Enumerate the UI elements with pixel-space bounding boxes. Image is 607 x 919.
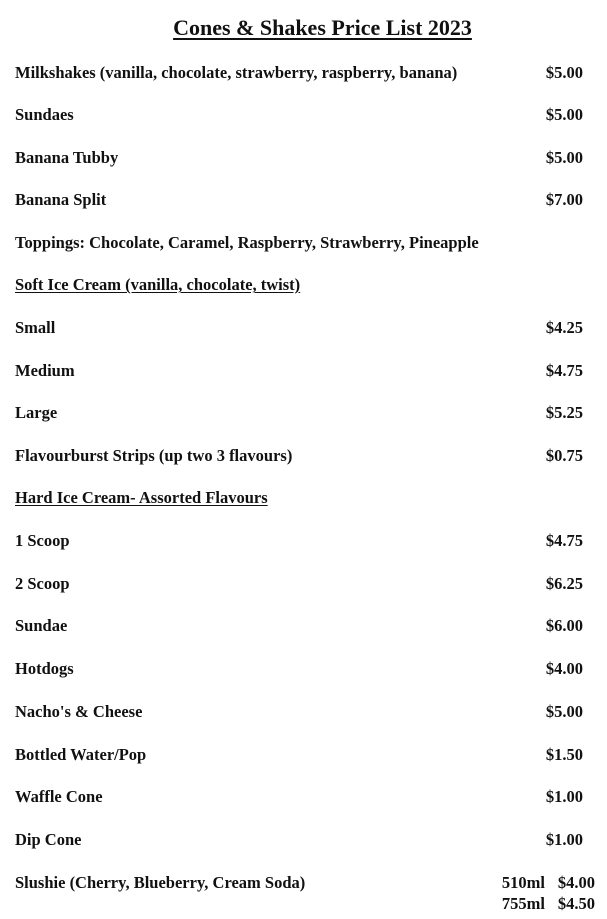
item-name: Small: [15, 318, 56, 337]
price-row-hotdogs: [15, 659, 595, 681]
item-name: 2 Scoop: [15, 574, 70, 593]
item-price: $4.75: [545, 531, 583, 550]
item-price: $1.50: [545, 745, 583, 764]
item-name: Milkshakes (vanilla, chocolate, strawberry, raspberry, banana): [15, 63, 458, 82]
item-price: $5.25: [545, 403, 583, 422]
section-heading-hard-ice-cream: [15, 488, 595, 510]
price-row-slushie: [15, 873, 595, 895]
price-row-waffle-cone: [15, 787, 595, 809]
price-row-medium: [15, 361, 595, 383]
price-row-dip-cone: [15, 830, 595, 852]
item-name: Flavourburst Strips (up two 3 flavours): [15, 446, 293, 465]
price-row-slushie-large: [15, 894, 595, 916]
price-row-large: [15, 403, 595, 425]
toppings-line: [15, 233, 595, 255]
item-name: Waffle Cone: [15, 787, 103, 806]
item-price: $5.00: [545, 148, 583, 167]
item-name: Hotdogs: [15, 659, 74, 678]
price-row-banana-split: [15, 190, 595, 212]
item-name: Banana Split: [15, 190, 107, 209]
section-heading: Hard Ice Cream- Assorted Flavours: [15, 488, 268, 507]
item-price: $0.75: [545, 446, 583, 465]
item-name: Sundaes: [15, 105, 74, 124]
price-row-sundaes: [15, 105, 595, 127]
item-name: Nacho's & Cheese: [15, 702, 143, 721]
item-price: $5.00: [545, 105, 583, 124]
item-name: Dip Cone: [15, 830, 82, 849]
item-name: Toppings: Chocolate, Caramel, Raspberry, Strawberry, Pineapple: [15, 233, 479, 252]
section-heading: Soft Ice Cream (vanilla, chocolate, twist): [15, 275, 301, 294]
price-row-small: [15, 318, 595, 340]
price-row-nachos: [15, 702, 595, 724]
item-name: 1 Scoop: [15, 531, 70, 550]
page-title: Cones & Shakes Price List 2023: [173, 15, 472, 40]
item-name: Slushie (Cherry, Blueberry, Cream Soda): [15, 873, 306, 892]
item-price: $4.00: [557, 873, 595, 892]
size-label: 510ml: [501, 873, 545, 892]
item-price: $6.00: [545, 616, 583, 635]
price-row-banana-tubby: [15, 148, 595, 170]
section-heading-soft-ice-cream: [15, 275, 595, 297]
item-price: $5.00: [545, 63, 583, 82]
item-price: $4.75: [545, 361, 583, 380]
price-row-1-scoop: [15, 531, 595, 553]
item-name: Banana Tubby: [15, 148, 119, 167]
item-name: Large: [15, 403, 58, 422]
item-name: Medium: [15, 361, 75, 380]
price-row-sundae: [15, 616, 595, 638]
item-price: $4.50: [557, 894, 595, 913]
item-price: $1.00: [545, 787, 583, 806]
item-price: $5.00: [545, 702, 583, 721]
size-label: 755ml: [501, 894, 545, 913]
item-price: $4.00: [545, 659, 583, 678]
price-row-milkshakes: [15, 63, 595, 85]
item-name: Bottled Water/Pop: [15, 745, 147, 764]
price-row-flavourburst: [15, 446, 595, 468]
item-price: $1.00: [545, 830, 583, 849]
item-price: $7.00: [545, 190, 583, 209]
price-row-bottled-water: [15, 745, 595, 767]
price-row-2-scoop: [15, 574, 595, 596]
item-price: $6.25: [545, 574, 583, 593]
item-price: $4.25: [545, 318, 583, 337]
item-name: Sundae: [15, 616, 68, 635]
